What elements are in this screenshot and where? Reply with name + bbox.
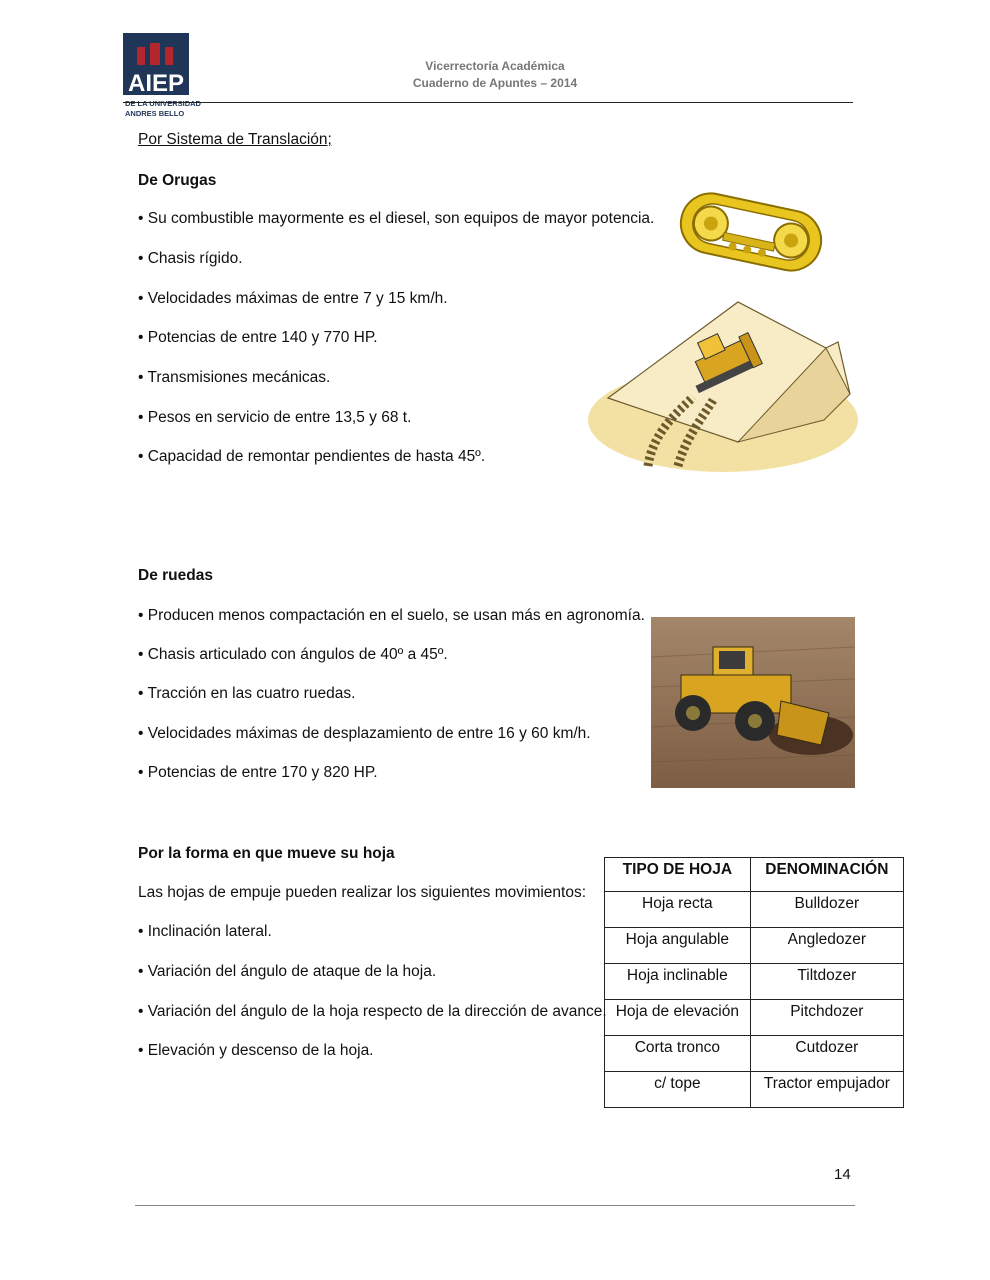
hoja-bullet: • Variación del ángulo de la hoja respecto de la dirección de avance. [138,1003,607,1020]
table-row [605,1072,904,1108]
orugas-bullet: • Transmisiones mecánicas. [138,369,331,386]
hoja-bullet: • Variación del ángulo de ataque de la hoja. [138,963,437,980]
logo-subtitle-1: DE LA UNIVERSIDAD [125,99,201,108]
header-line-2: Cuaderno de Apuntes – 2014 [412,76,578,90]
table-cell: Tractor empujador [750,1072,903,1108]
table-cell: Angledozer [750,928,903,964]
ruedas-bullet: • Velocidades máximas de desplazamiento de entre 16 y 60 km/h. [138,725,591,742]
table-header-row [605,858,904,892]
ruedas-bullet: • Producen menos compactación en el suelo, se usan más en agronomía. [138,607,645,624]
table-row [605,892,904,928]
table-header-cell: DENOMINACIÓN [750,858,903,892]
orugas-bullet: • Capacidad de remontar pendientes de hasta 45º. [138,448,486,465]
table-row [605,1036,904,1072]
table-row [605,964,904,1000]
table-cell: Corta tronco [605,1036,751,1072]
table-cell: Hoja inclinable [605,964,751,1000]
ruedas-bullet: • Chasis articulado con ángulos de 40º a 45º. [138,646,448,663]
wheel-dozer-photo [651,617,855,788]
orugas-heading: De Orugas [138,172,217,189]
orugas-bullet: • Potencias de entre 140 y 770 HP. [138,329,378,346]
bulldozer-slope-image [588,302,854,466]
hoja-intro: Las hojas de empuje pueden realizar los siguientes movimientos: [138,884,587,901]
aiep-logo [123,33,201,119]
hoja-bullet: • Inclinación lateral. [138,923,272,940]
table-cell: Cutdozer [750,1036,903,1072]
crawler-track-image [670,180,832,284]
table-cell: c/ tope [605,1072,751,1108]
ruedas-bullet: • Tracción en las cuatro ruedas. [138,685,356,702]
ruedas-heading: De ruedas [138,567,213,584]
orugas-bullet: • Velocidades máximas de entre 7 y 15 km/h. [138,290,448,307]
table-cell: Hoja de elevación [605,1000,751,1036]
table-cell: Hoja angulable [605,928,751,964]
table-cell: Hoja recta [605,892,751,928]
table-header-cell: TIPO DE HOJA [605,858,751,892]
section-title: Por Sistema de Translación; [138,131,332,148]
hoja-heading: Por la forma en que mueve su hoja [138,845,395,862]
header-divider [123,102,853,103]
logo-wordmark: AIEP [127,70,185,97]
hoja-bullet: • Elevación y descenso de la hoja. [138,1042,374,1059]
ruedas-bullet: • Potencias de entre 170 y 820 HP. [138,764,378,781]
header-line-1: Vicerrectoría Académica [425,59,565,73]
orugas-bullet: • Su combustible mayormente es el diesel, son equipos de mayor potencia. [138,210,655,227]
table-row [605,928,904,964]
page-number: 14 [834,1166,851,1183]
table-cell: Bulldozer [750,892,903,928]
logo-subtitle-2: ANDRES BELLO [125,109,185,118]
table-cell: Pitchdozer [750,1000,903,1036]
blade-type-table [604,857,904,1108]
table-row [605,1000,904,1036]
table-cell: Tiltdozer [750,964,903,1000]
orugas-bullet: • Pesos en servicio de entre 13,5 y 68 t. [138,409,412,426]
footer-divider [135,1205,855,1206]
orugas-bullet: • Chasis rígido. [138,250,243,267]
